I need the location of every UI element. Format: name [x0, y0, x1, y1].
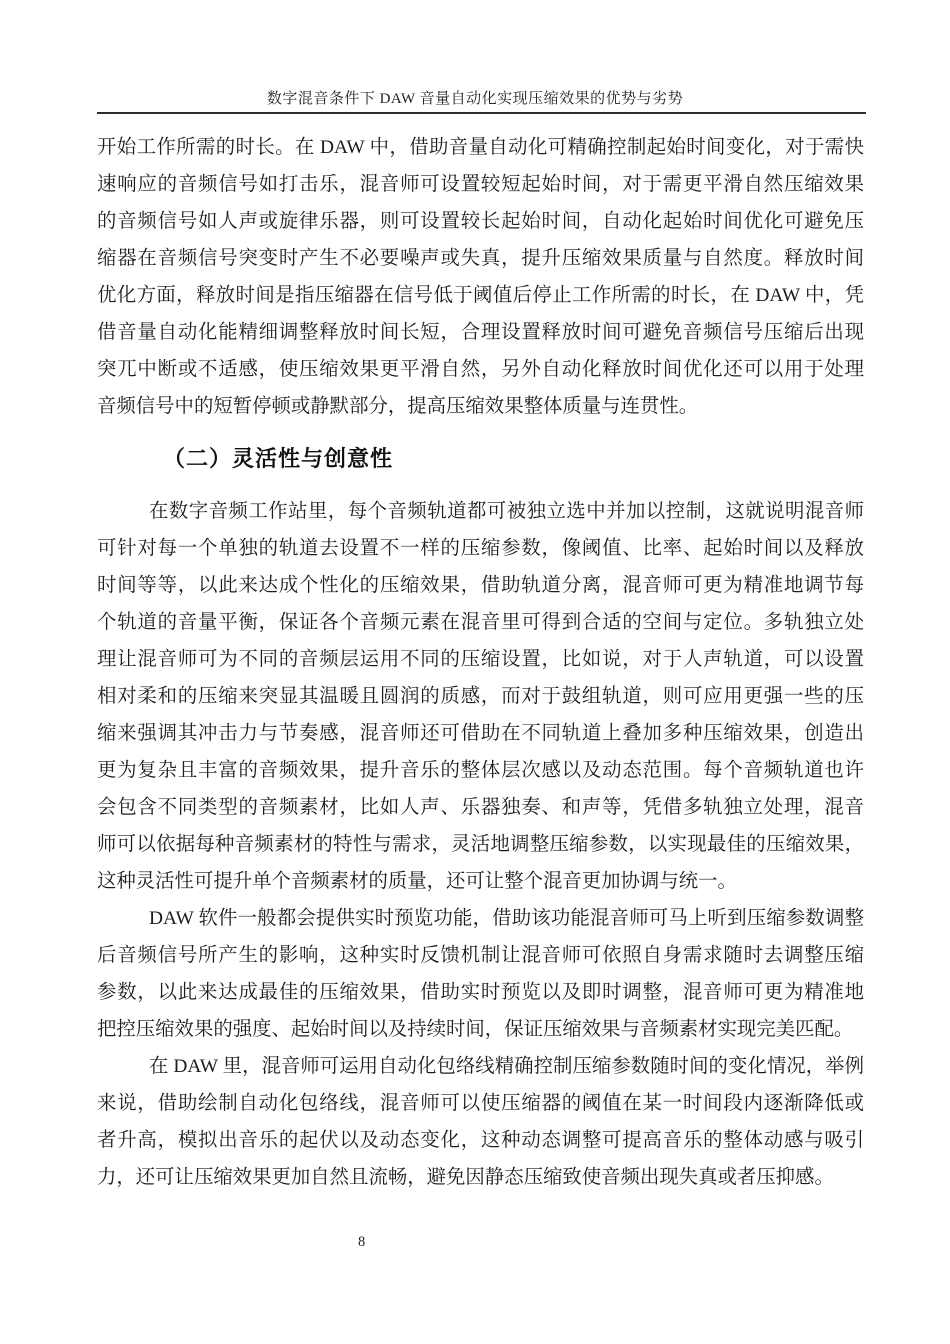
body-text-line: 后音频信号所产生的影响，这种实时反馈机制让混音师可依照自身需求随时去调整压缩	[97, 945, 864, 966]
body-text-line: 理让混音师可为不同的音频层运用不同的压缩设置，比如说，对于人声轨道，可以设置	[97, 649, 864, 670]
body-text-line: DAW 软件一般都会提供实时预览功能，借助该功能混音师可马上听到压缩参数调整	[149, 908, 864, 929]
body-text-line: 音频信号中的短暂停顿或静默部分，提高压缩效果整体质量与连贯性。	[97, 396, 699, 417]
body-text-line: 时间等等，以此来达成个性化的压缩效果，借助轨道分离，混音师可更为精准地调节每	[97, 575, 864, 596]
body-text-line: 突兀中断或不适感，使压缩效果更平滑自然，另外自动化释放时间优化还可以用于处理	[97, 359, 864, 380]
body-text-line: 缩器在音频信号突变时产生不必要噪声或失真，提升压缩效果质量与自然度。释放时间	[97, 248, 864, 269]
body-text-line: 可针对每一个单独的轨道去设置不一样的压缩参数，像阈值、比率、起始时间以及释放	[97, 538, 864, 559]
section-heading: （二）灵活性与创意性	[163, 446, 394, 471]
body-text-line: 会包含不同类型的音频素材，比如人声、乐器独奏、和声等，凭借多轨独立处理，混音	[97, 797, 864, 818]
body-text-line: 的音频信号如人声或旋律乐器，则可设置较长起始时间，自动化起始时间优化可避免压	[97, 211, 864, 232]
body-text-line: 速响应的音频信号如打击乐，混音师可设置较短起始时间，对于需更平滑自然压缩效果	[97, 174, 864, 195]
body-text-line: 师可以依据每种音频素材的特性与需求，灵活地调整压缩参数，以实现最佳的压缩效果，	[97, 834, 864, 855]
body-text-line: 相对柔和的压缩来突显其温暖且圆润的质感，而对于鼓组轨道，则可应用更强一些的压	[97, 686, 864, 707]
body-text-line: 开始工作所需的时长。在 DAW 中，借助音量自动化可精确控制起始时间变化，对于需快	[97, 137, 864, 158]
page-number: 8	[358, 1234, 366, 1250]
body-text-line: 缩来强调其冲击力与节奏感，混音师还可借助在不同轨道上叠加多种压缩效果，创造出	[97, 723, 864, 744]
body-text-line: 在数字音频工作站里，每个音频轨道都可被独立选中并加以控制，这就说明混音师	[149, 501, 864, 522]
page-header-title: 数字混音条件下 DAW 音量自动化实现压缩效果的优势与劣势	[266, 91, 684, 107]
body-text-line: 把控压缩效果的强度、起始时间以及持续时间，保证压缩效果与音频素材实现完美匹配。	[97, 1019, 854, 1040]
body-text-line: 参数，以此来达成最佳的压缩效果，借助实时预览以及即时调整，混音师可更为精准地	[97, 982, 864, 1003]
body-text-line: 来说，借助绘制自动化包络线，混音师可以使压缩器的阈值在某一时间段内逐渐降低或	[97, 1093, 864, 1114]
body-text-line: 力，还可让压缩效果更加自然且流畅，避免因静态压缩致使音频出现失真或者压抑感。	[97, 1167, 834, 1188]
body-text-line: 更为复杂且丰富的音频效果，提升音乐的整体层次感以及动态范围。每个音频轨道也许	[97, 760, 864, 781]
body-text-line: 借音量自动化能精细调整释放时间长短，合理设置释放时间可避免音频信号压缩后出现	[97, 322, 864, 343]
body-text-line: 优化方面，释放时间是指压缩器在信号低于阈值后停止工作所需的时长，在 DAW 中，凭	[97, 285, 864, 306]
body-text-line: 这种灵活性可提升单个音频素材的质量，还可让整个混音更加协调与统一。	[97, 871, 737, 892]
document-body	[97, 129, 864, 1196]
body-text-line: 在 DAW 里，混音师可运用自动化包络线精确控制压缩参数随时间的变化情况，举例	[149, 1056, 864, 1077]
header-rule	[97, 112, 866, 114]
body-text-line: 个轨道的音量平衡，保证各个音频元素在混音里可得到合适的空间与定位。多轨独立处	[97, 612, 864, 633]
body-text-line: 者升高，模拟出音乐的起伏以及动态变化，这种动态调整可提高音乐的整体动感与吸引	[97, 1130, 864, 1151]
